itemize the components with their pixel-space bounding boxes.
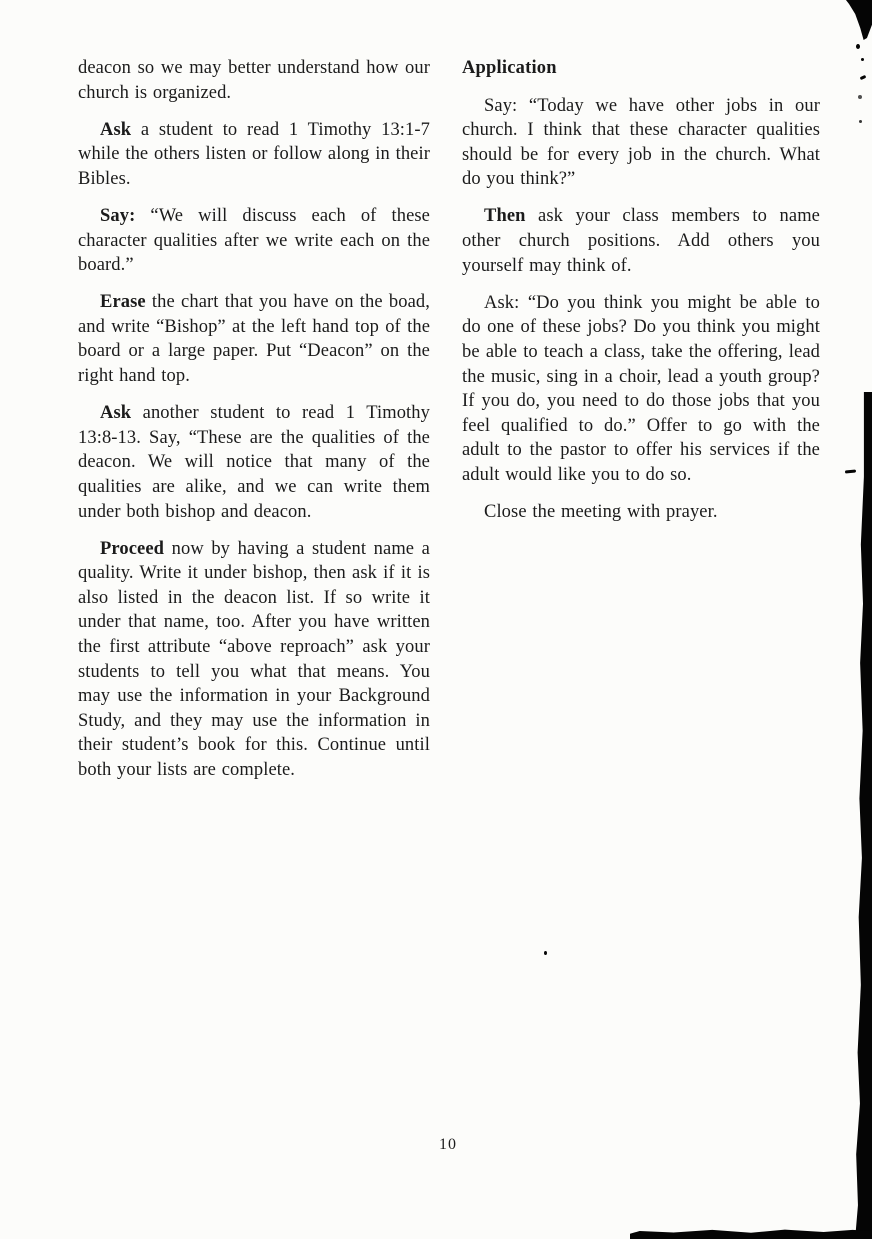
paragraph: Say: “We will discuss each of these character qualities after we write each on the board.” <box>78 205 430 276</box>
lead-word: Then <box>484 206 526 227</box>
application-heading: Application <box>462 58 557 78</box>
scan-bottom-bar-artifact <box>630 1226 872 1239</box>
paragraph: deacon so we may better understand how our church is organized. <box>78 58 430 103</box>
ink-speck <box>544 951 547 955</box>
lead-word: Ask <box>100 119 132 140</box>
left-text-column <box>78 56 430 795</box>
right-column-paragraphs <box>462 94 820 525</box>
ink-blob-artifact <box>844 0 872 40</box>
lead-word: Proceed <box>100 538 165 559</box>
paragraph: Then ask your class members to name other church positions. Add others you yourself may think of. <box>462 206 820 276</box>
paragraph: Erase the chart that you have on the boad, and write “Bishop” at the left hand top of the board or a large paper. Put “Deacon” on the right hand top. <box>78 292 430 387</box>
ink-speck <box>860 75 867 80</box>
ink-speck <box>856 44 860 49</box>
ink-speck <box>858 95 862 99</box>
lead-word: Ask <box>100 403 132 424</box>
paragraph: Ask a student to read 1 Timothy 13:1-7 while the others listen or follow along in their Bibles. <box>78 119 430 189</box>
lead-word: Say: <box>100 205 136 226</box>
scan-edge-strip-artifact <box>854 392 872 1239</box>
paragraph: Ask another student to read 1 Timothy 13:8-13. Say, “These are the qualities of the deacon. We will notice that many of the qualities are alike, and we can write them under both bishop and deacon. <box>78 403 430 522</box>
right-text-column <box>462 56 820 537</box>
paragraph: Close the meeting with prayer. <box>484 502 718 522</box>
ink-speck <box>859 120 862 123</box>
ink-speck <box>845 469 856 473</box>
paragraph: Proceed now by having a student name a quality. Write it under bishop, then ask if it is also listed in the deacon list. If so write it under that name, too. After you have written the first attribute “above reproach” ask your students to tell you what that means. You may use the information in your Background Study, and they may use the information in their student’s book for this. Continue until both your lists are complete. <box>78 538 430 780</box>
paragraph: Ask: “Do you think you might be able to do one of these jobs? Do you think you might be able to teach a class, take the offering, lead the music, sing in a choir, lead a youth group? If you do, you need to do those jobs that you feel qualified to do.” Offer to go with the adult to the pastor to offer his services if the adult would like you to do so. <box>462 292 820 485</box>
paragraph: Say: “Today we have other jobs in our church. I think that these character qualities should be for every job in the church. What do you think?” <box>462 95 820 190</box>
lead-word: Erase <box>100 292 146 313</box>
page-number: 10 <box>439 1136 457 1153</box>
ink-speck <box>861 58 864 61</box>
